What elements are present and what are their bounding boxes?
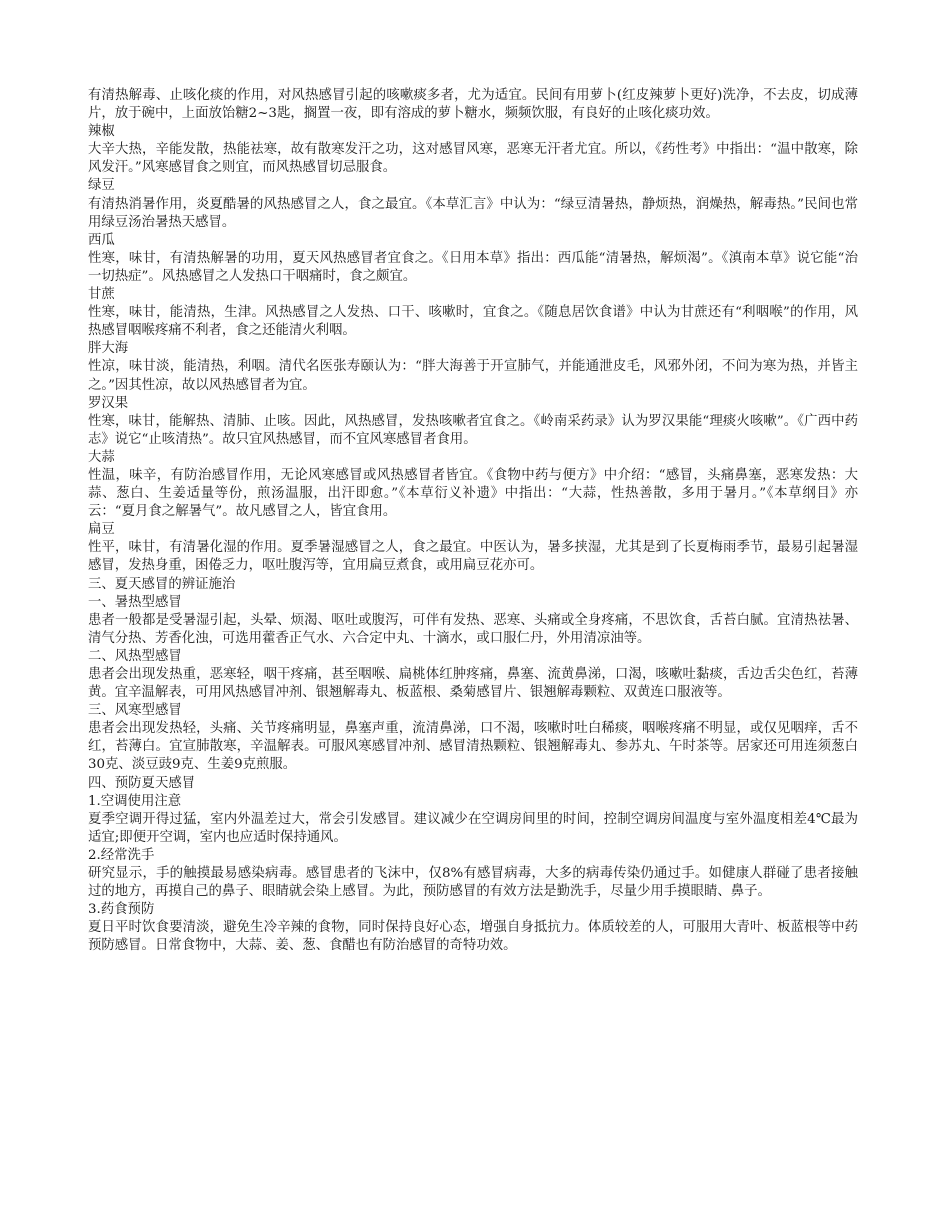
section-heading: 三、风寒型感冒	[88, 703, 182, 719]
paragraph: 患者会出现发热轻，头痛、关节疼痛明显，鼻塞声重，流清鼻涕，口不渴，咳嗽时吐白稀痰，咽喉疼痛不明显，或仅见咽痒，舌不红，苔薄白。宜宣肺散寒，辛温解表。可服风寒感冒冲剂、感冒清热颗粒、银翘解毒丸、参苏丸、午时茶等。居家还可用连须葱白30克、淡豆豉9克、生姜9克煎服。	[88, 721, 858, 773]
paragraph: 患者会出现发热重，恶寒轻，咽干疼痛，甚至咽喉、扁桃体红肿疼痛，鼻塞、流黄鼻涕，口渴，咳嗽吐黏痰，舌边舌尖色红，苔薄黄。宜辛温解表，可用风热感冒冲剂、银翘解毒丸、板蓝根、桑菊感冒片、银翘解毒颗粒、双黄连口服液等。	[88, 667, 858, 701]
chapter-heading: 四、预防夏天感冒	[88, 775, 196, 791]
section-heading: 罗汉果	[88, 395, 129, 411]
section-heading: 西瓜	[88, 232, 115, 248]
section-heading: 1.空调使用注意	[88, 793, 182, 809]
section-heading: 二、风热型感冒	[88, 648, 182, 664]
paragraph: 性温，味辛，有防治感冒作用，无论风寒感冒或风热感冒者皆宜。《食物中药与便方》中介绍：“感冒，头痛鼻塞，恶寒发热：大蒜、葱白、生姜适量等份，煎汤温服，出汗即愈。”《本草衍义补遗》中指出：“大蒜，性热善散，多用于暑月。”《本草纲目》亦云：“夏月食之解暑气”。故凡感冒之人，皆宜食用。	[88, 467, 858, 520]
paragraph: 大辛大热，辛能发散，热能祛寒，故有散寒发汗之功，这对感冒风寒，恶寒无汗者尤宜。所以，《药性考》中指出：“温中散寒，除风发汗。”风寒感冒食之则宜，而风热感冒切忌服食。	[88, 142, 858, 176]
paragraph: 性寒，味甘，能清热，生津。风热感冒之人发热、口干、咳嗽时，宜食之。《随息居饮食谱》中认为甘蔗还有“利咽喉”的作用，风热感冒咽喉疼痛不利者，食之还能清火利咽。	[88, 305, 858, 339]
section-heading: 甘蔗	[88, 287, 115, 303]
paragraph: 研究显示，手的触摸最易感染病毒。感冒患者的飞沫中，仅8%有感冒病毒，大多的病毒传染仍通过手。如健康人群碰了患者接触过的地方，再摸自己的鼻子、眼睛就会染上感冒。为此，预防感冒的有效方法是勤洗手，尽量少用手摸眼睛、鼻子。	[88, 866, 858, 900]
paragraph: 性寒，味甘，能解热、清肺、止咳。因此，风热感冒，发热咳嗽者宜食之。《岭南采药录》认为罗汉果能“理痰火咳嗽”。《广西中药志》说它“止咳清热”。故只宜风热感冒，而不宜风寒感冒者食用。	[88, 413, 858, 447]
section-heading: 绿豆	[88, 178, 115, 194]
section-heading: 一、暑热型感冒	[88, 594, 182, 610]
section-heading: 胖大海	[88, 341, 129, 357]
paragraph: 夏日平时饮食要清淡，避免生冷辛辣的食物，同时保持良好心态，增强自身抵抗力。体质较差的人，可服用大青叶、板蓝根等中药预防感冒。日常食物中，大蒜、姜、葱、食醋也有防治感冒的奇特功效。	[88, 920, 858, 954]
chapter-heading: 三、夏天感冒的辨证施治	[88, 576, 236, 592]
paragraph: 患者一般都是受暑湿引起，头晕、烦渴、呕吐或腹泻，可伴有发热、恶寒、头痛或全身疼痛，不思饮食，舌苔白腻。宜清热祛暑、清气分热、芳香化浊，可选用藿香正气水、六合定中丸、十滴水，或口服仁丹，外用清凉油等。	[88, 612, 858, 646]
document-body	[88, 87, 858, 956]
section-heading: 3.药食预防	[88, 902, 155, 918]
section-heading: 2.经常洗手	[88, 847, 155, 863]
paragraph: 性平，味甘，有清暑化湿的作用。夏季暑湿感冒之人，食之最宜。中医认为，暑多挟湿，尤其是到了长夏梅雨季节，最易引起暑湿感冒，发热身重，困倦乏力，呕吐腹泻等，宜用扁豆煮食，或用扁豆花亦可。	[88, 540, 858, 574]
paragraph: 夏季空调开得过猛，室内外温差过大，常会引发感冒。建议减少在空调房间里的时间，控制空调房间温度与室外温度相差4℃最为适宜;即便开空调，室内也应适时保持通风。	[88, 811, 858, 845]
section-heading: 辣椒	[88, 124, 115, 140]
section-heading: 大蒜	[88, 449, 115, 465]
paragraph: 有清热解毒、止咳化痰的作用，对风热感冒引起的咳嗽痰多者，尤为适宜。民间有用萝卜(红皮辣萝卜更好)洗净，不去皮，切成薄片，放于碗中，上面放饴糖2~3匙，搁置一夜，即有溶成的萝卜糖水，频频饮服，有良好的止咳化痰功效。	[88, 88, 858, 122]
section-heading: 扁豆	[88, 522, 115, 538]
paragraph: 性寒，味甘，有清热解暑的功用，夏天风热感冒者宜食之。《日用本草》指出：西瓜能“清暑热，解烦渴”。《滇南本草》说它能“治一切热症”。风热感冒之人发热口干咽痛时，食之颇宜。	[88, 250, 858, 284]
paragraph: 有清热消暑作用，炎夏酷暑的风热感冒之人，食之最宜。《本草汇言》中认为：“绿豆清暑热，静烦热，润燥热，解毒热。”民间也常用绿豆汤治暑热天感冒。	[88, 196, 858, 230]
paragraph: 性凉，味甘淡，能清热，利咽。清代名医张寿颐认为：“胖大海善于开宣肺气，并能通泄皮毛，风邪外闭，不问为寒为热，并皆主之。”因其性凉，故以风热感冒者为宜。	[88, 359, 858, 393]
